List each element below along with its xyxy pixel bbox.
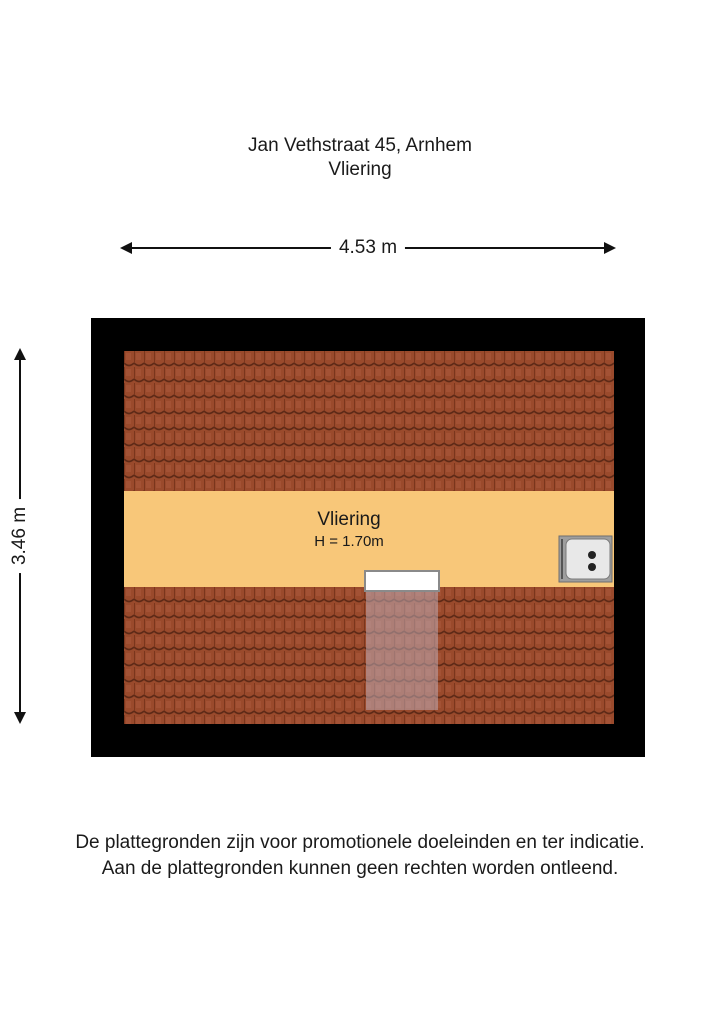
arrow-right-icon [604,242,616,254]
width-dimension [120,236,616,260]
disclaimer [0,830,720,882]
roof-slope-top [124,351,614,491]
floor-name-text: Vliering [328,159,392,180]
room-height-label: H = 1.70m [314,533,384,550]
room-name-label: Vliering [317,509,381,530]
disclaimer-line-2: Aan de plattegronden kunnen geen rechten worden ontleend. [101,858,619,879]
attic-hatch [364,570,440,710]
plan-title [0,134,720,182]
hatch-frame [364,570,440,592]
boiler-icon [558,535,613,583]
arrow-left-icon [120,242,132,254]
arrow-up-icon [14,348,26,360]
width-dimension-label: 4.53 m [331,236,405,260]
disclaimer-line-1: De plattegronden zijn voor promotionele doeleinden en ter indicatie. [75,832,645,853]
hatch-ladder-area [366,590,438,710]
depth-dimension-label: 3.46 m [8,499,32,573]
depth-dimension [8,348,32,724]
address-text: Jan Vethstraat 45, Arnhem [248,135,472,156]
arrow-down-icon [14,712,26,724]
